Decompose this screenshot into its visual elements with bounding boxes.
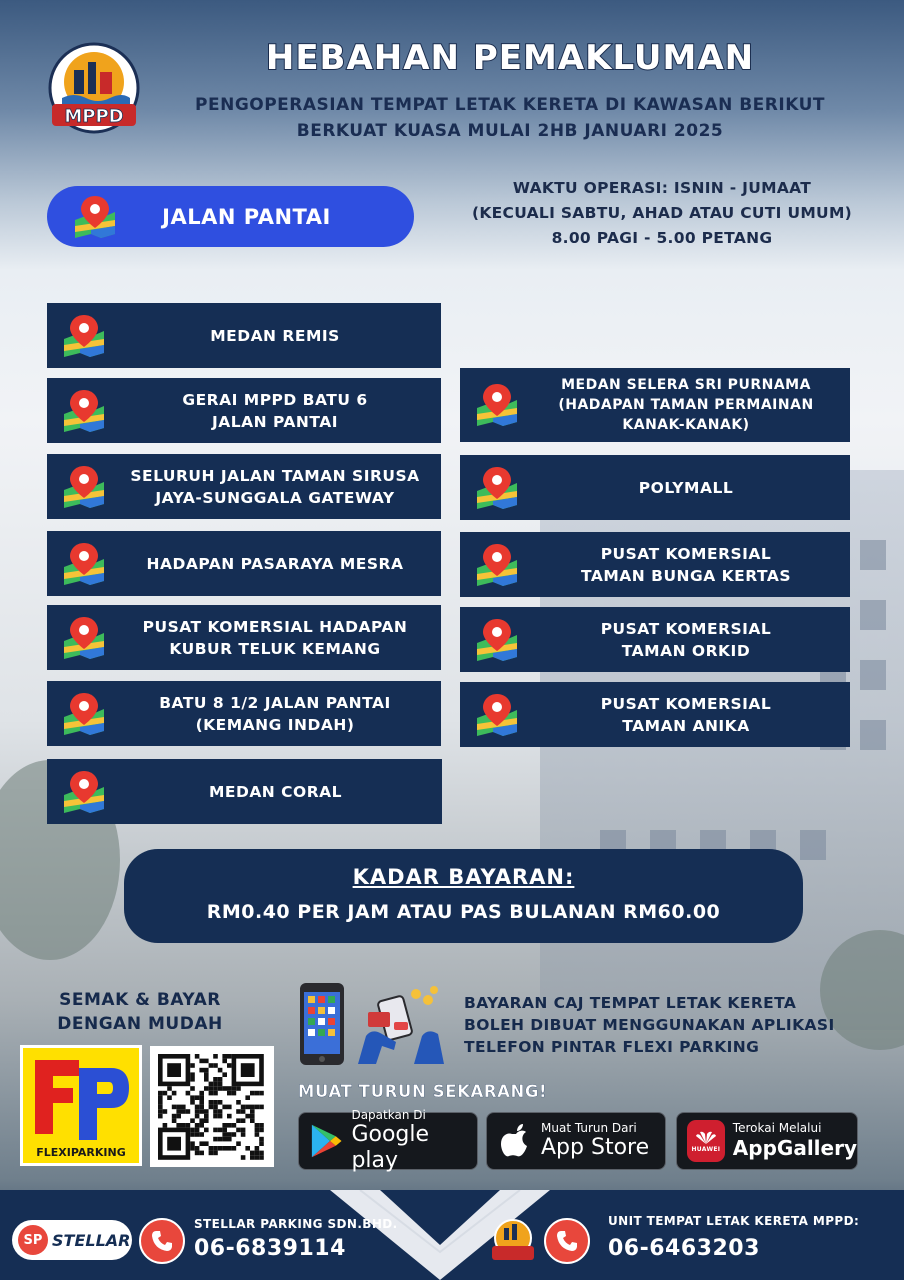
location-line: MEDAN SELERA SRI PURNAMA	[561, 377, 811, 393]
location-box-left	[47, 378, 441, 443]
rate-title: KADAR BAYARAN:	[352, 865, 575, 889]
location-line: PUSAT KOMERSIAL	[600, 619, 772, 638]
location-line: JALAN PANTAI	[211, 412, 339, 431]
phone-icon	[544, 1218, 590, 1264]
location-box-left	[47, 303, 441, 368]
semak-text	[40, 988, 240, 1036]
svg-text:FLEXIPARKING: FLEXIPARKING	[36, 1146, 126, 1159]
location-name	[522, 618, 850, 662]
store-big-text: App Store	[541, 1135, 650, 1160]
stellar-logo: SP STELLAR	[12, 1220, 132, 1260]
svg-text:MPPD: MPPD	[64, 106, 124, 127]
payment-info-line: BOLEH DIBUAT MENGGUNAKAN APLIKASI	[464, 1016, 835, 1034]
location-line: POLYMALL	[638, 478, 734, 497]
semak-line: DENGAN MUDAH	[57, 1014, 223, 1034]
map-pin-icon	[472, 617, 522, 663]
stellar-logo-text: STELLAR	[52, 1230, 131, 1250]
stellar-phone[interactable]: 06-6839114	[194, 1236, 346, 1261]
operation-line: WAKTU OPERASI: ISNIN - JUMAAT	[512, 179, 812, 197]
app-store-button[interactable]	[486, 1112, 666, 1170]
area-pill	[47, 186, 414, 247]
store-small-text: Muat Turun Dari	[541, 1121, 637, 1135]
location-name	[522, 477, 850, 499]
rate-line: RM0.40 PER JAM ATAU PAS BULANAN RM60.00	[206, 901, 721, 923]
operation-hours	[432, 176, 892, 251]
location-name	[522, 693, 850, 737]
map-pin-icon	[472, 542, 522, 588]
location-line: (KEMANG INDAH)	[195, 715, 355, 734]
map-pin-icon	[59, 388, 109, 434]
huawei-brand: HUAWEI	[691, 1145, 721, 1153]
mppd-footer-logo	[490, 1218, 536, 1264]
map-pin-icon	[59, 691, 109, 737]
location-line: GERAI MPPD BATU 6	[182, 390, 368, 409]
flexiparking-logo	[20, 1045, 142, 1166]
map-pin-icon	[71, 194, 119, 240]
location-box-left	[47, 454, 441, 519]
payment-info-line: BAYARAN CAJ TEMPAT LETAK KERETA	[464, 994, 797, 1012]
location-name	[109, 389, 441, 433]
mppd-logo	[44, 42, 144, 138]
location-line: BATU 8 1/2 JALAN PANTAI	[159, 693, 391, 712]
location-box-right	[460, 532, 850, 597]
location-line: KANAK-KANAK)	[622, 417, 750, 433]
operation-line: (KECUALI SABTU, AHAD ATAU CUTI UMUM)	[471, 204, 853, 222]
store-small-text: Dapatkan Di	[351, 1108, 426, 1122]
store-big-text: AppGallery	[732, 1136, 857, 1160]
apple-icon	[499, 1122, 533, 1160]
huawei-icon	[687, 1120, 725, 1162]
location-line: SELURUH JALAN TAMAN SIRUSA	[130, 466, 420, 485]
subtitle-line: BERKUAT KUASA MULAI 2HB JANUARI 2025	[296, 121, 724, 141]
map-pin-icon	[472, 382, 522, 428]
location-line: PUSAT KOMERSIAL	[600, 694, 772, 713]
page-title: HEBAHAN PEMAKLUMAN	[265, 38, 755, 78]
location-box-left	[47, 605, 441, 670]
subtitle-line: PENGOPERASIAN TEMPAT LETAK KERETA DI KAWASAN BERIKUT	[195, 95, 825, 115]
location-box-left	[47, 681, 441, 746]
location-name	[109, 465, 441, 509]
qr-code	[150, 1046, 274, 1167]
map-pin-icon	[59, 464, 109, 510]
rate-box	[124, 849, 803, 943]
appgallery-button[interactable]	[676, 1112, 858, 1170]
location-name	[109, 781, 442, 803]
download-label: MUAT TURUN SEKARANG!	[298, 1082, 548, 1101]
location-line: PUSAT KOMERSIAL HADAPAN	[142, 617, 408, 636]
phone-icon	[139, 1218, 185, 1264]
google-play-button[interactable]	[298, 1108, 478, 1173]
location-line: KUBUR TELUK KEMANG	[169, 639, 381, 658]
location-box-left	[47, 759, 442, 824]
location-box-right	[460, 455, 850, 520]
map-pin-icon	[59, 313, 109, 359]
location-line: TAMAN BUNGA KERTAS	[580, 566, 791, 585]
map-pin-icon	[59, 615, 109, 661]
operation-line: 8.00 PAGI - 5.00 PETANG	[551, 229, 773, 247]
location-name	[109, 692, 441, 736]
location-box-right	[460, 682, 850, 747]
location-line: TAMAN ANIKA	[622, 716, 750, 735]
mppd-label: UNIT TEMPAT LETAK KERETA MPPD:	[608, 1214, 860, 1228]
area-label: JALAN PANTAI	[162, 204, 331, 229]
payment-info-line: TELEFON PINTAR FLEXI PARKING	[464, 1038, 760, 1056]
map-pin-icon	[472, 692, 522, 738]
location-line: PUSAT KOMERSIAL	[600, 544, 772, 563]
location-name	[522, 375, 850, 435]
store-big-text: Google play	[351, 1122, 430, 1173]
location-box-left	[47, 531, 441, 596]
location-name	[109, 553, 441, 575]
smartphone-icon	[298, 982, 348, 1066]
location-line: MEDAN CORAL	[208, 782, 343, 801]
location-line: MEDAN REMIS	[210, 326, 340, 345]
store-small-text: Terokai Melalui	[732, 1121, 822, 1135]
location-line: JAYA-SUNGGALA GATEWAY	[155, 488, 395, 507]
location-box-right	[460, 368, 850, 442]
mppd-phone[interactable]: 06-6463203	[608, 1236, 760, 1261]
location-line: (HADAPAN TAMAN PERMAINAN	[558, 397, 814, 413]
location-name	[109, 325, 441, 347]
payment-info	[464, 992, 884, 1058]
location-name	[522, 543, 850, 587]
location-box-right	[460, 607, 850, 672]
mobile-payment-icon	[352, 984, 448, 1066]
map-pin-icon	[59, 769, 109, 815]
map-pin-icon	[59, 541, 109, 587]
google-play-icon	[309, 1122, 343, 1160]
location-name	[109, 616, 441, 660]
location-line: TAMAN ORKID	[621, 641, 751, 660]
stellar-label: STELLAR PARKING SDN.BHD.	[194, 1217, 398, 1231]
map-pin-icon	[472, 465, 522, 511]
location-line: HADAPAN PASARAYA MESRA	[146, 554, 404, 573]
semak-line: SEMAK & BAYAR	[59, 990, 221, 1010]
page-subtitle	[150, 92, 870, 144]
